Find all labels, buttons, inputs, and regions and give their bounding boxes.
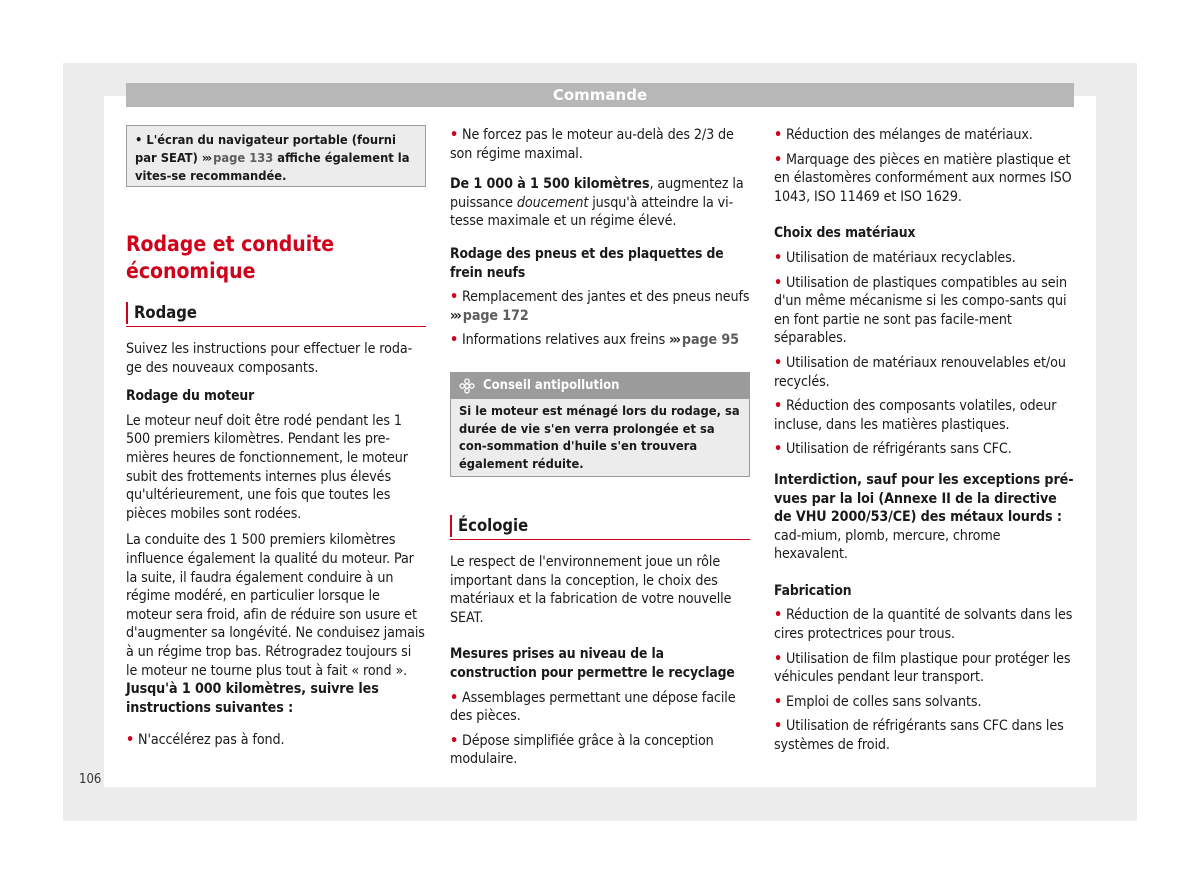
- rodage-moteur-heading: Rodage du moteur: [126, 388, 255, 405]
- list-item-text: Ne forcez pas le moteur au-delà des 2/3 de son régime maximal.: [450, 127, 734, 162]
- bullet-dot: •: [774, 151, 783, 168]
- list-item: [774, 440, 1074, 459]
- column-1: [126, 340, 426, 756]
- list-item-text: Utilisation de plastiques compatibles au sein d'un même mécanisme si les compo-sants qui en font partie ne sont pas facile-ment séparables.: [774, 274, 1067, 347]
- section-ecologie-rule: [450, 539, 750, 540]
- list-item: [450, 689, 750, 726]
- list-item: [774, 151, 1074, 207]
- section-ecologie-heading: [450, 515, 528, 537]
- list-item-text: Marquage des pièces en matière plastique et en élastomères conformément aux normes ISO 1043, ISO 11469 et ISO 1629.: [774, 151, 1072, 205]
- list-item: [774, 274, 1074, 348]
- note-text-b: affiche également la vites-se recommandée.: [135, 151, 410, 184]
- km-italic: doucement: [516, 194, 589, 211]
- heading-accent-bar: [450, 515, 452, 537]
- bullet-dot: •: [774, 127, 783, 143]
- list-item: [774, 249, 1074, 268]
- rodage-moteur-p2-bold: Jusqu'à 1 000 kilomètres, suivre les instructions suivantes :: [126, 681, 379, 716]
- choix-heading: Choix des matériaux: [774, 225, 916, 242]
- bullet-dot: •: [774, 354, 783, 371]
- mesures-heading: Mesures prises au niveau de la construction pour permettre le recyclage: [450, 646, 735, 681]
- flower-icon: [459, 378, 475, 394]
- bullet-dot: •: [450, 332, 459, 349]
- list-item: [450, 126, 750, 163]
- list-item: [774, 126, 1074, 145]
- list-item-text: Réduction des composants volatiles, odeur incluse, dans les matières plastiques.: [774, 398, 1057, 433]
- ecologie-paragraph: Le respect de l'environnement joue un rôle important dans la conception, le choix des matériaux et la fabrication de votre nouvelle SEAT.: [450, 554, 732, 626]
- section-rodage-heading: [126, 302, 197, 324]
- column-3: [774, 126, 1074, 761]
- list-item-text: Utilisation de film plastique pour protéger les véhicules pendant leur transport.: [774, 650, 1071, 686]
- list-item-text: Utilisation de matériaux recyclables.: [786, 249, 1016, 266]
- bullet-dot: •: [450, 127, 459, 143]
- km-bold: De 1 000 à 1 500 kilomètres: [450, 176, 650, 193]
- main-title-line2: économique: [126, 259, 256, 283]
- list-item-text: Utilisation de matériaux renouvelables et/ou recyclés.: [774, 354, 1066, 390]
- bullet-dot: •: [126, 732, 135, 749]
- list-item: [774, 354, 1074, 391]
- page-number: 106: [79, 772, 102, 787]
- km-text-b: jusqu'à atteindre la vi-tesse maximale et un régime élevé.: [450, 194, 734, 230]
- note-link[interactable]: page 133: [213, 151, 274, 166]
- page-link[interactable]: page 95: [681, 332, 739, 349]
- chevron-right-icon: ›››: [201, 151, 211, 166]
- rodage-moteur-p2-text: La conduite des 1 500 premiers kilomètres influence également la qualité du moteur. Par la suite, il faudra également conduire à un régime modéré, en particulier lorsque le moteur sera froid, afin de réduire son usure et d'augmenter sa longévité. Ne conduisez jamais à un régime trop bas. Rétrogradez toujours si le moteur ne tourne plus tout à fait « rond ».: [126, 532, 425, 679]
- list-item-text: Réduction des mélanges de matériaux.: [786, 127, 1033, 143]
- heading-accent-bar: [126, 302, 128, 324]
- chevron-right-icon: ›››: [669, 332, 679, 349]
- column-2-lower: [450, 553, 750, 775]
- rodage-moteur-p2: [126, 531, 426, 717]
- list-item: [774, 650, 1074, 687]
- interdiction-rest: cad-mium, plomb, mercure, chrome hexavalent.: [774, 527, 1001, 563]
- list-item-text: Utilisation de réfrigérants sans CFC dans les systèmes de froid.: [774, 718, 1064, 754]
- bullet-dot: •: [774, 650, 783, 667]
- list-item: [450, 732, 750, 769]
- list-item-text: Assemblages permettant une dépose facile des pièces.: [450, 689, 736, 725]
- list-item: [774, 606, 1074, 643]
- rodage-intro: Suivez les instructions pour effectuer le roda-ge des nouveaux composants.: [126, 341, 413, 376]
- list-item: [126, 731, 426, 750]
- conseil-box: [450, 372, 750, 477]
- bullet-dot: •: [774, 398, 783, 415]
- bullet-dot: •: [774, 249, 783, 266]
- list-item: [774, 397, 1074, 434]
- interdiction-paragraph: [774, 471, 1074, 564]
- conseil-title: Conseil antipollution: [483, 378, 620, 393]
- list-item-text: Réduction de la quantité de solvants dans les cires protectrices pour trous.: [774, 607, 1073, 643]
- list-item-text: Emploi de colles sans solvants.: [786, 693, 982, 710]
- list-item-text: Dépose simplifiée grâce à la conception modulaire.: [450, 732, 714, 768]
- list-item: [774, 717, 1074, 754]
- list-item-text: Informations relatives aux freins: [462, 332, 666, 349]
- bullet-dot: •: [774, 274, 783, 291]
- bullet-dot: •: [774, 441, 783, 458]
- list-item-text: N'accélérez pas à fond.: [138, 732, 285, 749]
- bullet-dot: •: [774, 607, 783, 624]
- column-2: [450, 126, 750, 356]
- list-item: [774, 693, 1074, 712]
- interdiction-bold: Interdiction, sauf pour les exceptions pré-vues par la loi (Annexe II de la directive de VHU 2000/53/CE) des métaux lourds :: [774, 471, 1074, 526]
- bullet-dot: •: [450, 732, 459, 749]
- chevron-right-icon: ›››: [450, 307, 460, 324]
- conseil-header: [451, 373, 749, 399]
- pneus-heading: Rodage des pneus et des plaquettes de frein neufs: [450, 245, 724, 281]
- header-title: Commande: [552, 86, 648, 104]
- list-item: [450, 331, 750, 350]
- km-paragraph: [450, 175, 750, 231]
- bullet-dot: •: [450, 289, 459, 306]
- note-text-a: L'écran du navigateur portable (fourni par SEAT): [135, 133, 396, 166]
- list-item-text: Remplacement des jantes et des pneus neufs: [462, 289, 750, 306]
- bullet-dot: •: [774, 718, 783, 735]
- navigator-note: [126, 125, 426, 187]
- section-rodage-label: Rodage: [134, 303, 197, 322]
- list-item: [450, 288, 750, 325]
- km-text-a: , augmentez la puissance: [450, 176, 744, 211]
- conseil-text: Si le moteur est ménagé lors du rodage, sa durée de vie s'en verra prolongée et sa con-sommation d'huile s'en trouvera également réduite.: [459, 404, 740, 472]
- fabrication-heading: Fabrication: [774, 582, 852, 599]
- page-link[interactable]: page 172: [462, 307, 529, 324]
- rodage-moteur-p1: Le moteur neuf doit être rodé pendant les 1 500 premiers kilomètres. Pendant les pre-mières heures de fonctionnement, le moteur subit des frottements internes plus élevés qu'ultérieurement, une fois que toutes les pièces mobiles sont rodées.: [126, 412, 408, 522]
- note-bullet: •: [135, 133, 143, 148]
- bullet-dot: •: [450, 689, 459, 706]
- bullet-dot: •: [774, 693, 783, 710]
- section-rodage-rule: [126, 326, 426, 327]
- list-item-text: Utilisation de réfrigérants sans CFC.: [786, 441, 1012, 458]
- main-title: [126, 231, 334, 285]
- section-ecologie-label: Écologie: [458, 516, 529, 535]
- main-title-line1: Rodage et conduite: [126, 232, 335, 256]
